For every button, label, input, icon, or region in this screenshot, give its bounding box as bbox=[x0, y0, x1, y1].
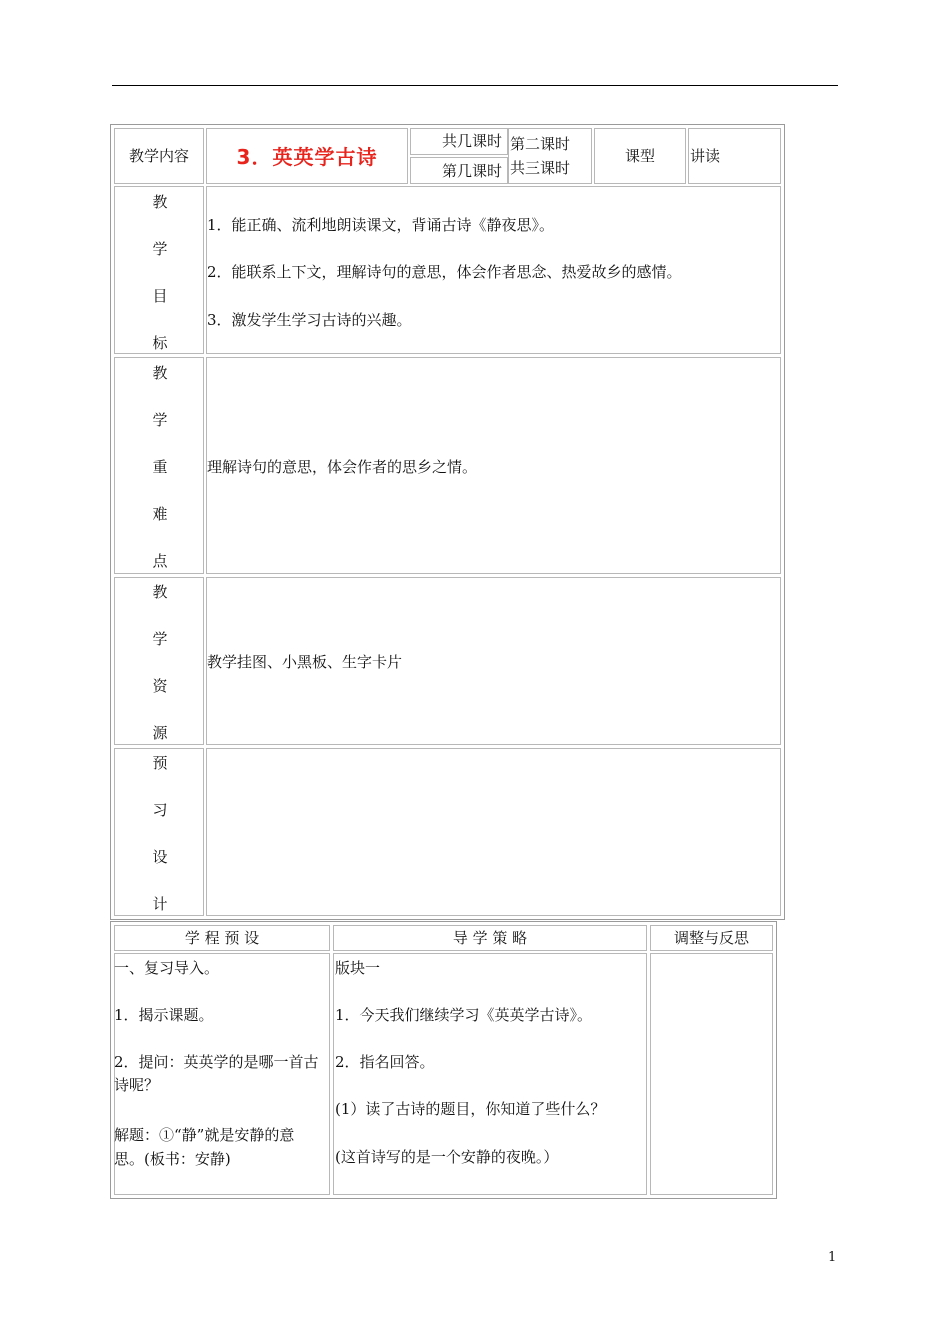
type-label: 课型 bbox=[624, 147, 655, 165]
which-value: 共三课时 bbox=[510, 159, 571, 177]
preview-label-char: 习 bbox=[152, 801, 168, 819]
keypoints-label-char: 教 bbox=[152, 364, 168, 382]
total-value: 第二课时 bbox=[510, 135, 571, 153]
total-label: 共几课时 bbox=[442, 132, 503, 150]
learning-line: 解题：①“静”就是安静的意 bbox=[114, 1126, 295, 1144]
objective-line: 3．激发学生学习古诗的兴趣。 bbox=[207, 311, 412, 329]
strategy-line: (1）读了古诗的题目，你知道了些什么？ bbox=[335, 1100, 606, 1118]
cell-resources-label bbox=[114, 577, 204, 745]
header-strategy: 导 学 策 略 bbox=[452, 929, 528, 947]
objectives-label-char: 目 bbox=[152, 287, 168, 305]
objective-line: 1．能正确、流利地朗读课文，背诵古诗《静夜思》。 bbox=[207, 216, 555, 234]
learning-line: 1．揭示课题。 bbox=[114, 1006, 214, 1024]
cell-preview-content bbox=[206, 748, 781, 916]
header-reflection: 调整与反思 bbox=[673, 929, 749, 947]
resources-label-char: 学 bbox=[152, 630, 168, 648]
learning-line: 诗呢？ bbox=[114, 1076, 160, 1094]
resources-label-char: 教 bbox=[152, 583, 168, 601]
keypoints-label-char: 学 bbox=[152, 411, 168, 429]
which-label: 第几课时 bbox=[442, 162, 503, 180]
content-label: 教学内容 bbox=[128, 147, 189, 165]
header-rule bbox=[112, 85, 838, 86]
objectives-label-char: 标 bbox=[152, 334, 168, 352]
resources-line: 教学挂图、小黑板、生字卡片 bbox=[207, 653, 403, 671]
learning-line: 一、复习导入。 bbox=[114, 959, 220, 977]
objectives-label-char: 教 bbox=[152, 193, 168, 211]
cell-period-values bbox=[508, 128, 592, 184]
resources-label-char: 资 bbox=[152, 677, 168, 695]
cell-preview-label bbox=[114, 748, 204, 916]
objective-line: 2．能联系上下文，理解诗句的意思，体会作者思念、热爱故乡的感情。 bbox=[207, 263, 682, 281]
strategy-line: 2．指名回答。 bbox=[335, 1053, 435, 1071]
preview-label-char: 设 bbox=[152, 848, 168, 866]
strategy-line: 版块一 bbox=[335, 959, 381, 977]
preview-label-char: 预 bbox=[152, 754, 168, 772]
header-learning: 学 程 预 设 bbox=[184, 929, 260, 947]
lesson-title: 3．英英学古诗 bbox=[236, 145, 378, 169]
preview-label-char: 计 bbox=[152, 895, 168, 913]
strategy-line: (这首诗写的是一个安静的夜晚。） bbox=[335, 1148, 559, 1166]
strategy-line: 1．今天我们继续学习《英英学古诗》。 bbox=[335, 1006, 593, 1024]
objectives-label-char: 学 bbox=[152, 240, 168, 258]
keypoints-label-char: 难 bbox=[152, 505, 168, 523]
learning-line: 思。(板书：安静) bbox=[114, 1150, 231, 1168]
type-value: 讲读 bbox=[690, 147, 721, 165]
keypoints-label-char: 点 bbox=[152, 552, 168, 570]
page-number: 1 bbox=[828, 1250, 837, 1265]
cell-reflection-content bbox=[650, 953, 773, 1195]
resources-label-char: 源 bbox=[152, 724, 168, 742]
learning-line: 2．提问：英英学的是哪一首古 bbox=[114, 1053, 319, 1071]
keypoints-line: 理解诗句的意思，体会作者的思乡之情。 bbox=[207, 458, 478, 476]
keypoints-label-char: 重 bbox=[152, 458, 168, 476]
